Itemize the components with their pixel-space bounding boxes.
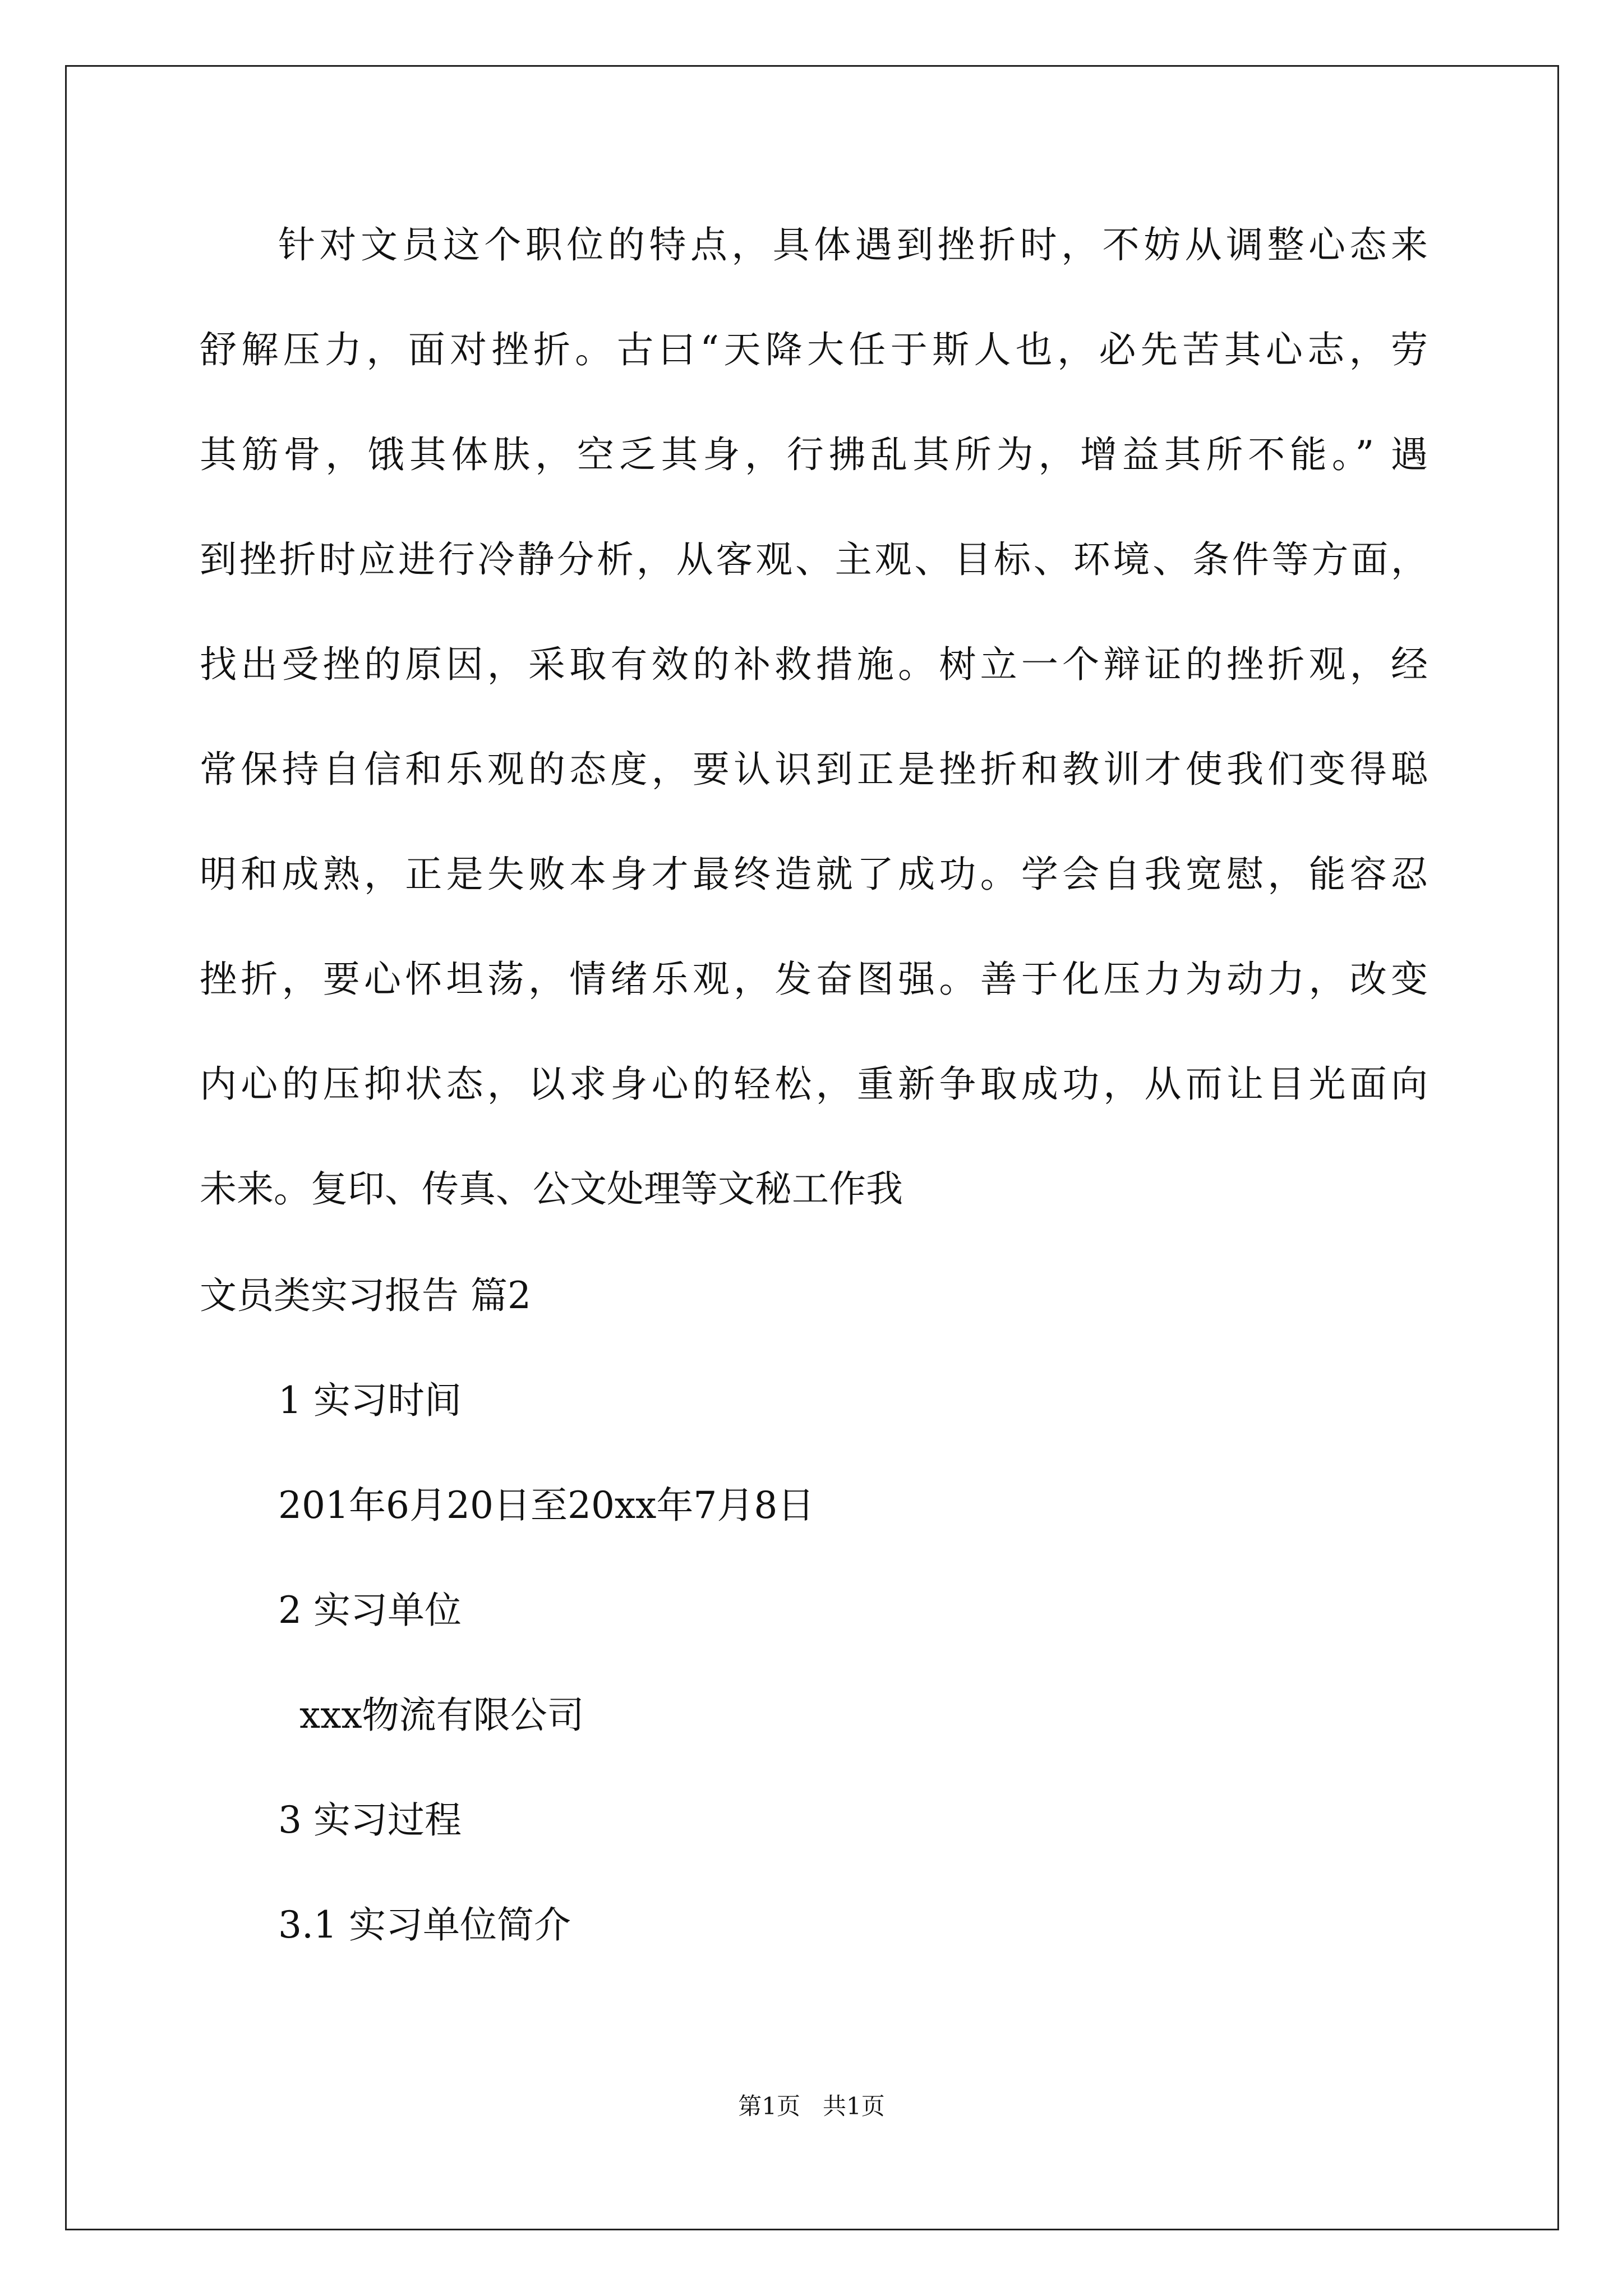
paragraph-line-5: 找出受挫的原因，采取有效的补救措施。树立一个辩证的挫折观，经 <box>200 643 1428 686</box>
paragraph-line-1: 针对文员这个职位的特点，具体遇到挫折时，不妨从调整心态来 <box>278 223 1428 266</box>
paragraph-line-4: 到挫折时应进行冷静分析，从客观、主观、目标、环境、条件等方面， <box>200 538 1428 581</box>
paragraph-line-3: 其筋骨，饿其体肤，空乏其身，行拂乱其所为，增益其所不能。” 遇 <box>200 433 1428 476</box>
item-unit-intro-heading: 3.1 实习单位简介 <box>278 1903 571 1947</box>
item-internship-unit-heading: 2 实习单位 <box>278 1589 462 1632</box>
page-footer <box>0 2088 1623 2122</box>
paragraph-line-7: 明和成熟，正是失败本身才最终造就了成功。学会自我宽慰，能容忍 <box>200 853 1428 896</box>
item-company-name: xxx物流有限公司 <box>299 1694 584 1737</box>
paragraph-line-2: 舒解压力，面对挫折。古曰“天降大任于斯人也，必先苦其心志，劳 <box>200 328 1428 371</box>
paragraph-line-8: 挫折，要心怀坦荡，情绪乐观，发奋图强。善于化压力为动力，改变 <box>200 958 1428 1001</box>
section-title: 文员类实习报告 篇2 <box>200 1274 531 1317</box>
item-internship-process-heading: 3 实习过程 <box>278 1798 462 1842</box>
paragraph-line-6: 常保持自信和乐观的态度，要认识到正是挫折和教训才使我们变得聪 <box>200 748 1428 791</box>
paragraph-line-9: 内心的压抑状态，以求身心的轻松，重新争取成功，从而让目光面向 <box>200 1062 1428 1106</box>
page-number-label: 第1页 共1页 <box>738 2092 885 2120</box>
item-internship-time-heading: 1 实习时间 <box>278 1379 462 1422</box>
item-internship-dates: 201年6月20日至20xx年7月8日 <box>278 1484 815 1527</box>
paragraph-line-10: 未来。复印、传真、公文处理等文秘工作我 <box>200 1167 903 1211</box>
